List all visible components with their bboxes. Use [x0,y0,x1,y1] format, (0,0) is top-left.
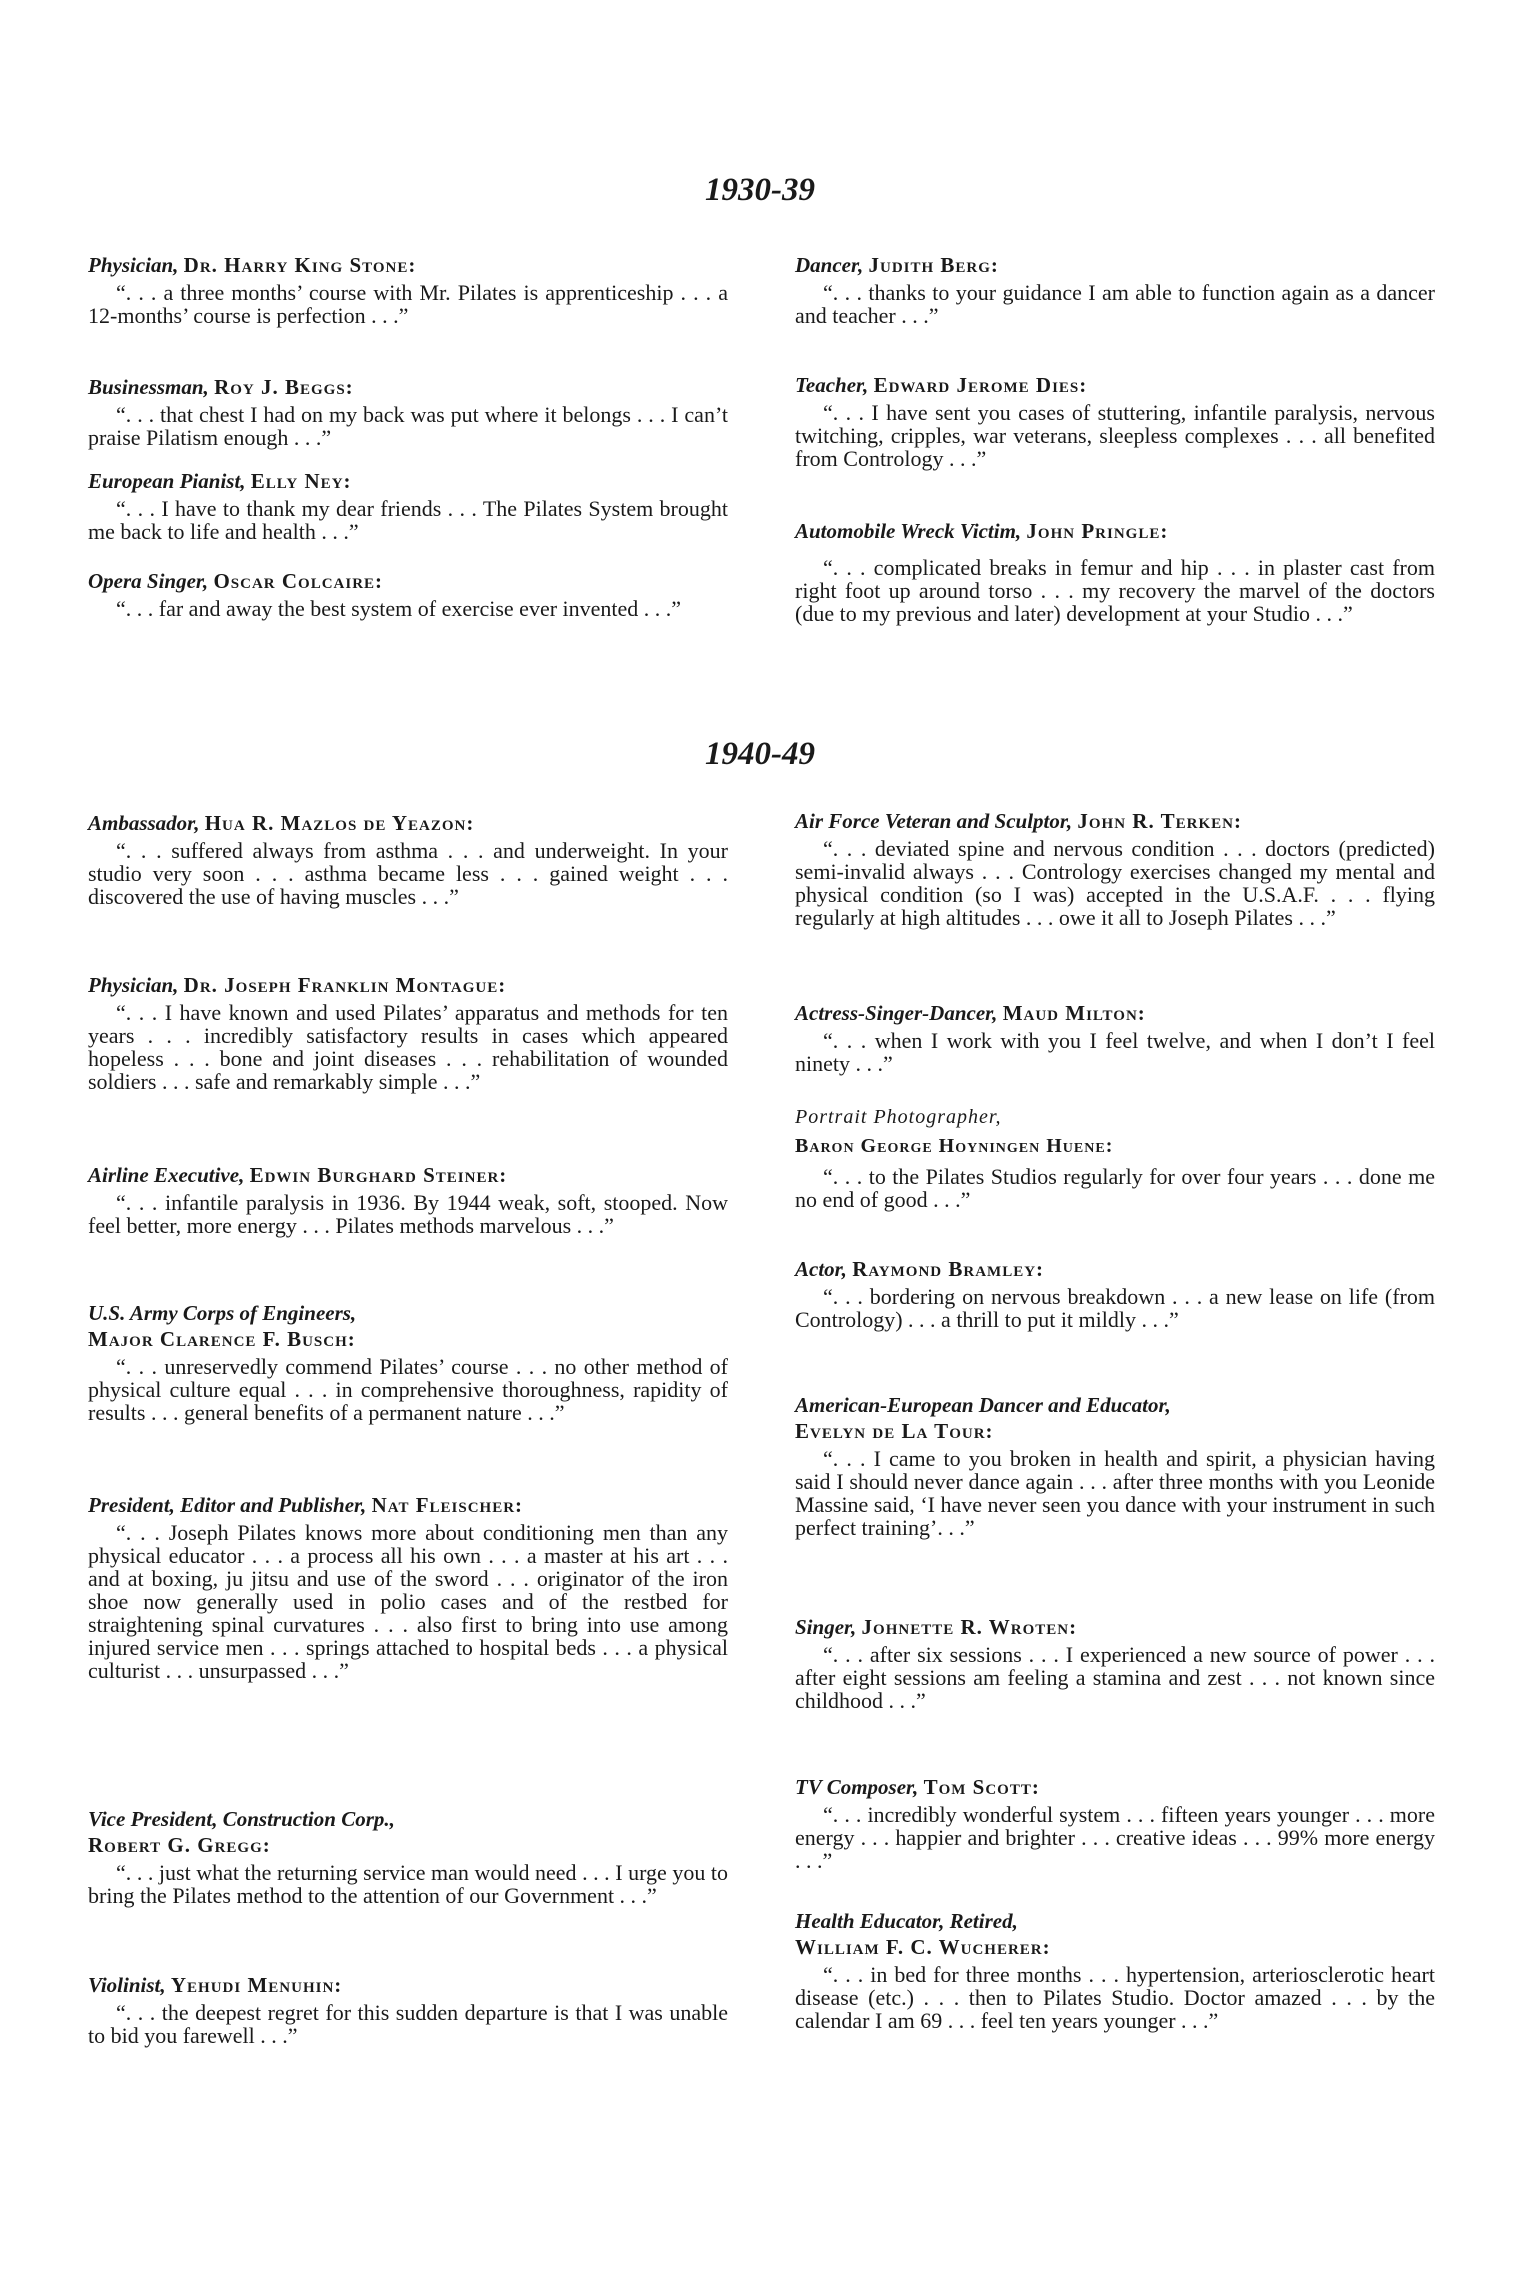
testimonial [795,808,1435,929]
testimonial-quote: “. . . the deepest regret for this sudden departure is that I was unable to bid you farewell . . .” [88,2000,728,2048]
testimonial-role: Actress-Singer-Dancer, [795,1001,998,1025]
testimonial-name: William F. C. Wucherer: [795,1935,1051,1959]
testimonial-quote: “. . . that chest I had on my back was put where it belongs . . . I can’t praise Pilatism enough . . .” [88,402,728,450]
testimonial [795,1392,1435,1539]
testimonial-heading [88,1300,728,1352]
testimonial-quote: “. . . I came to you broken in health and spirit, a physician having said I should never dance again . . . after three months with you Leonide Massine said, ‘I have never seen you dance with your instrument in such perfect training’. . .” [795,1446,1435,1540]
testimonial [88,972,728,1093]
testimonial [795,372,1435,470]
testimonial-quote: “. . . in bed for three months . . . hypertension, arteriosclerotic heart disease (etc.) . . . then to Pilates Studio. Doctor amazed . . . by the calendar I am 69 . . . feel ten years younger . . .” [795,1962,1435,2033]
testimonial-quote: “. . . a three months’ course with Mr. Pilates is apprenticeship . . . a 12-months’ course is perfection . . .” [88,280,728,328]
testimonial-role: Physician, [88,253,179,277]
testimonial-role: Ambassador, [88,811,200,835]
testimonial-quote: “. . . just what the returning service man would need . . . I urge you to bring the Pilates method to the attention of our Government . . .” [88,1860,728,1908]
testimonial-quote: “. . . bordering on nervous breakdown . . . a new lease on life (from Contrology) . . . a thrill to put it mildly . . .” [795,1284,1435,1332]
testimonial-heading [88,568,681,594]
testimonial-heading [795,1256,1435,1282]
testimonial-quote: “. . . suffered always from asthma . . . and underweight. In your studio very soon . . . asthma became less . . . gained weight . . . discovered the use of having muscles . . .” [88,838,728,909]
testimonial-name: Nat Fleischer: [371,1493,524,1517]
testimonial-name: Hua R. Mazlos de Yeazon: [204,811,475,835]
testimonial-role: Businessman, [88,375,209,399]
testimonial-heading [88,810,728,836]
testimonial-name: John R. Terken: [1077,809,1242,833]
testimonial-role: Teacher, [795,373,869,397]
section-title-1930s: 1930-39 [705,172,815,208]
testimonial-heading [795,1908,1435,1960]
testimonial-heading [88,1162,728,1188]
testimonial [88,252,728,327]
section-title-1940s: 1940-49 [705,736,815,772]
testimonial-heading [795,1104,1435,1162]
testimonial [795,1908,1435,2032]
testimonial-quote: “. . . thanks to your guidance I am able to function again as a dancer and teacher . . .” [795,280,1435,328]
testimonial-heading [795,252,1435,278]
testimonial-role: Singer, [795,1615,857,1639]
testimonial-quote: “. . . after six sessions . . . I experienced a new source of power . . . after eight sessions am feeling a stamina and zest . . . not known since childhood . . .” [795,1642,1435,1713]
testimonial-quote: “. . . Joseph Pilates knows more about conditioning men than any physical educator . . . a process all his own . . . a master at his art . . . and at boxing, ju jitsu and use of the sword . . . originator of the iron shoe now generally used in polio cases and of the restbed for straightening spinal curvatures . . . also first to bring into use among injured service men . . . springs attached to hospital beds . . . a physical culturist . . . unsurpassed . . .” [88,1520,728,1683]
testimonial-name: John Pringle: [1026,519,1169,543]
testimonial-quote: “. . . far and away the best system of exercise ever invented . . .” [116,596,682,621]
testimonial-heading [795,1392,1435,1444]
testimonial-heading [88,252,728,278]
testimonial-quote: “. . . I have known and used Pilates’ apparatus and methods for ten years . . . incredibly satisfactory results in cases which appeared hopeless . . . bone and joint diseases . . . rehabilitation of wounded soldiers . . . safe and remarkably simple . . .” [88,1000,728,1094]
testimonial-heading [795,1614,1435,1640]
testimonial [795,252,1435,327]
testimonial-name: Elly Ney: [250,469,352,493]
testimonial-quote: “. . . unreservedly commend Pilates’ course . . . no other method of physical culture equal . . . in comprehensive thoroughness, rapidity of results . . . general benefits of a permanent nature . . .” [88,1354,728,1425]
testimonial-name: Johnette R. Wroten: [861,1615,1078,1639]
testimonial-name: Yehudi Menuhin: [170,1973,343,1997]
testimonial-role: Opera Singer, [88,569,209,593]
testimonial-heading [88,1806,728,1858]
testimonial-quote: “. . . complicated breaks in femur and hip . . . in plaster cast from right foot up around torso . . . my recovery the marvel of the doctors (due to my previous and later) development at your Studio . . .” [795,555,1435,626]
testimonial-role: Actor, [795,1257,847,1281]
testimonial-heading [795,518,1435,544]
testimonial [88,1300,728,1424]
testimonial-heading [795,1000,1435,1026]
testimonial-role: Physician, [88,973,179,997]
testimonial-name: Tom Scott: [923,1775,1040,1799]
testimonial [795,1104,1435,1211]
testimonial-role: European Pianist, [88,469,246,493]
testimonial-heading [795,1774,1435,1800]
testimonial-name: Major Clarence F. Busch: [88,1327,356,1351]
testimonial-role: Violinist, [88,1973,166,1997]
testimonial [795,1774,1435,1872]
testimonial-name: Edwin Burghard Steiner: [249,1163,508,1187]
testimonial-role: TV Composer, [795,1775,919,1799]
testimonial-quote: “. . . I have to thank my dear friends . . . The Pilates System brought me back to life and health . . .” [88,496,728,544]
testimonial [795,1000,1435,1075]
testimonial-quote: “. . . to the Pilates Studios regularly for over four years . . . done me no end of good . . .” [795,1164,1435,1212]
testimonial-heading [88,1972,728,1998]
testimonial [795,518,1435,625]
testimonial-name: Oscar Colcaire: [213,569,384,593]
testimonial [88,468,728,543]
testimonial [88,1806,728,1907]
testimonial-quote: “. . . deviated spine and nervous condition . . . doctors (predicted) semi-invalid always . . . Contrology exercises changed my mental and physical condition (so I was) accepted in the U.S.A.F. . . . flying regularly at high altitudes . . . owe it all to Joseph Pilates . . .” [795,836,1435,930]
testimonial [88,568,681,620]
testimonial-name: Robert G. Gregg: [88,1833,271,1857]
testimonial-name: Judith Berg: [868,253,999,277]
testimonial-role: Health Educator, Retired, [795,1909,1018,1933]
testimonial-role: Air Force Veteran and Sculptor, [795,809,1073,833]
testimonial-name: Baron George Hoyningen Huene: [795,1135,1114,1157]
testimonial-heading [88,972,728,998]
testimonial [795,1256,1435,1331]
testimonial-role: U.S. Army Corps of Engineers, [88,1301,357,1325]
testimonial-role: Portrait Photographer, [795,1106,1002,1128]
testimonial-role: Airline Executive, [88,1163,245,1187]
testimonial-name: Evelyn de La Tour: [795,1419,994,1443]
testimonial-quote: “. . . infantile paralysis in 1936. By 1944 weak, soft, stooped. Now feel better, more energy . . . Pilates methods marvelous . . .” [88,1190,728,1238]
testimonial [88,1972,728,2047]
testimonial-name: Dr. Joseph Franklin Montague: [183,973,507,997]
testimonial-heading [795,808,1435,834]
testimonial [88,810,728,908]
testimonial-quote: “. . . incredibly wonderful system . . . fifteen years younger . . . more energy . . . happier and brighter . . . creative ideas . . . 99% more energy . . .” [795,1802,1435,1873]
testimonial-heading [795,372,1435,398]
testimonial-name: Edward Jerome Dies: [873,373,1088,397]
testimonial-role: Dancer, [795,253,864,277]
testimonial-heading [88,374,728,400]
testimonial-role: American-European Dancer and Educator, [795,1393,1171,1417]
testimonial [88,1492,728,1682]
testimonial-name: Raymond Bramley: [852,1257,1045,1281]
testimonial-name: Dr. Harry King Stone: [183,253,417,277]
testimonial-name: Roy J. Beggs: [214,375,354,399]
testimonial-role: Vice President, Construction Corp., [88,1807,395,1831]
testimonial-role: President, Editor and Publisher, [88,1493,367,1517]
testimonial-heading [88,1492,728,1518]
testimonial-quote: “. . . I have sent you cases of stuttering, infantile paralysis, nervous twitching, cripples, war veterans, sleepless complexes . . . all benefited from Contrology . . .” [795,400,1435,471]
testimonial-role: Automobile Wreck Victim, [795,519,1022,543]
testimonial-heading [88,468,728,494]
testimonial-quote: “. . . when I work with you I feel twelve, and when I don’t I feel ninety . . .” [795,1028,1435,1076]
testimonial [795,1614,1435,1712]
testimonial-name: Maud Milton: [1002,1001,1146,1025]
testimonial [88,374,728,449]
testimonial [88,1162,728,1237]
